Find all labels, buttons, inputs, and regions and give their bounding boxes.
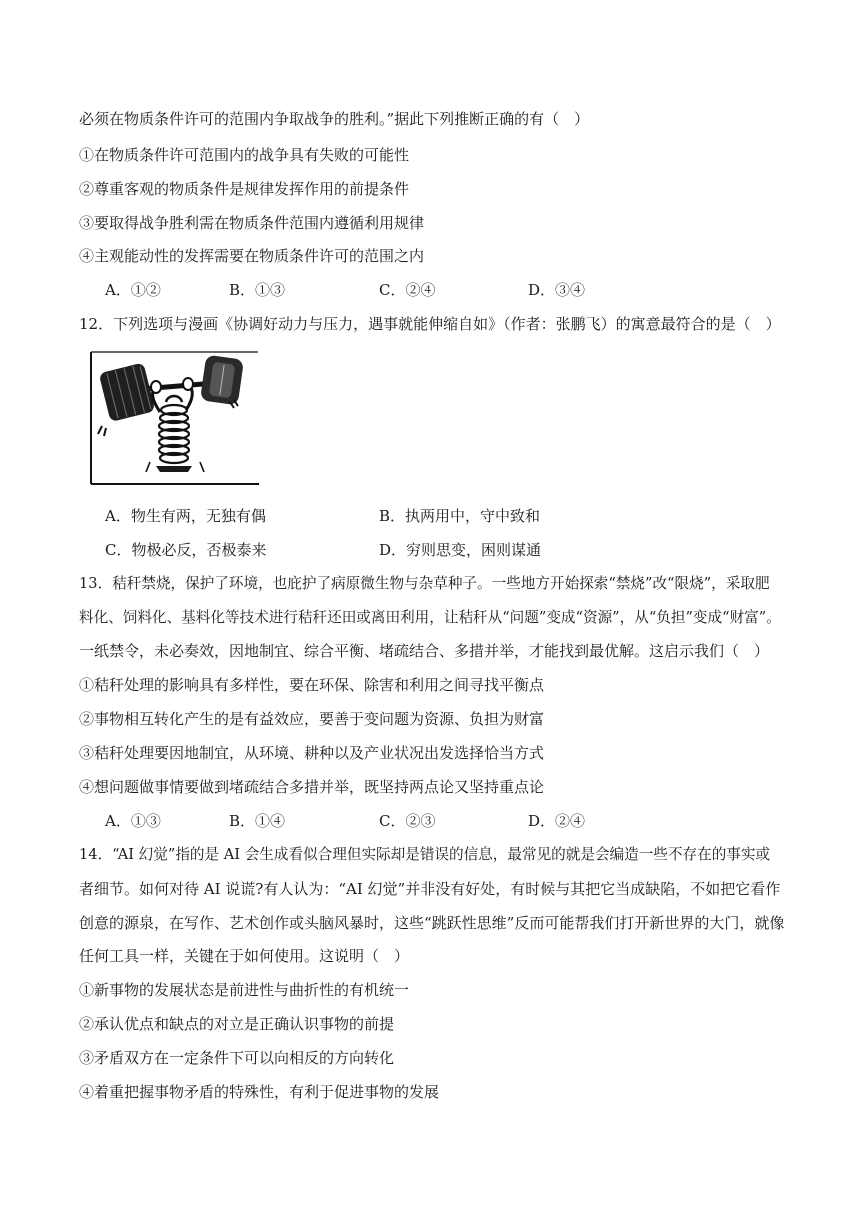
q12-option-d: D．穷则思变，困则谋通 <box>379 541 542 559</box>
q13-statement-4: ④想问题做事情要做到堵疏结合多措并举，既坚持两点论又坚持重点论 <box>79 778 545 796</box>
q13-stem-line-1: 13．秸秆禁烧，保护了环境，也庇护了病原微生物与杂草种子。一些地方开始探索“禁烧”改“限烧”，采取肥 <box>79 575 770 592</box>
q11-option-b: B．①③ <box>229 281 286 299</box>
q11-statement-4: ④主观能动性的发挥需要在物质条件许可的范围之内 <box>79 247 425 265</box>
q11-statement-3: ③要取得战争胜利需在物质条件范围内遵循利用规律 <box>79 214 425 232</box>
q13-stem-line-2: 料化、饲料化、基料化等技术进行秸秆还田或离田利用，让秸秆从“问题”变成“资源”，从“负担”变成“财富”。 <box>79 609 781 626</box>
q12-option-a: A．物生有两，无独有偶 <box>105 507 266 525</box>
q11-option-d: D．③④ <box>528 281 586 299</box>
q12-option-b: B．执两用中，守中致和 <box>379 507 541 525</box>
q13-statement-3: ③秸秆处理要因地制宜，从环境、耕种以及产业状况出发选择恰当方式 <box>79 744 545 762</box>
q11-option-a: A．①② <box>105 281 161 299</box>
q14-statement-4: ④着重把握事物矛盾的特殊性，有利于促进事物的发展 <box>79 1083 440 1101</box>
q13-stem-line-3: 一纸禁令，未必奏效，因地制宜、综合平衡、堵疏结合、多措并举，才能找到最优解。这启示我们（ ） <box>79 642 770 660</box>
q14-statement-2: ②承认优点和缺点的对立是正确认识事物的前提 <box>79 1015 395 1033</box>
q14-statement-1: ①新事物的发展状态是前进性与曲折性的有机统一 <box>79 981 410 999</box>
q13-option-a: A．①③ <box>105 812 161 830</box>
q11-statement-2: ②尊重客观的物质条件是规律发挥作用的前提条件 <box>79 180 410 198</box>
q13-statement-1: ①秸秆处理的影响具有多样性，要在环保、除害和利用之间寻找平衡点 <box>79 676 545 694</box>
q13-option-b: B．①④ <box>229 812 286 830</box>
q14-stem-line-4: 任何工具一样，关键在于如何使用。这说明（ ） <box>79 947 410 965</box>
q13-statement-2: ②事物相互转化产生的是有益效应，要善于变问题为资源、负担为财富 <box>79 710 545 728</box>
q13-option-c: C．②③ <box>379 812 436 830</box>
q14-stem-line-3: 创意的源泉，在写作、艺术创作或头脑风暴时，这些“跳跃性思维”反而可能帮我们打开新世界的大门，就像 <box>79 914 785 932</box>
q11-stem-tail: 必须在物质条件许可的范围内争取战争的胜利。”据此下列推断正确的有（ ） <box>79 110 590 128</box>
q14-statement-3: ③矛盾双方在一定条件下可以向相反的方向转化 <box>79 1049 395 1067</box>
q11-statement-1: ①在物质条件许可范围内的战争具有失败的可能性 <box>79 146 410 164</box>
q12-option-c: C．物极必反，否极泰来 <box>105 541 267 559</box>
q11-option-c: C．②④ <box>379 281 436 299</box>
q12-stem: 12．下列选项与漫画《协调好动力与压力，遇事就能伸缩自如》（作者：张鹏飞）的寓意最符合的是（ ） <box>79 315 781 333</box>
cartoon-barbell-spring <box>90 350 260 486</box>
q13-option-d: D．②④ <box>528 812 586 830</box>
q14-stem-line-1: 14．“AI 幻觉”指的是 AI 会生成看似合理但实际却是错误的信息，最常见的就是会编造一些不存在的事实或 <box>79 846 771 863</box>
q14-stem-line-2: 者细节。如何对待 AI 说谎?有人认为：“AI 幻觉”并非没有好处，有时候与其把它当成缺陷，不如把它看作 <box>79 880 781 898</box>
